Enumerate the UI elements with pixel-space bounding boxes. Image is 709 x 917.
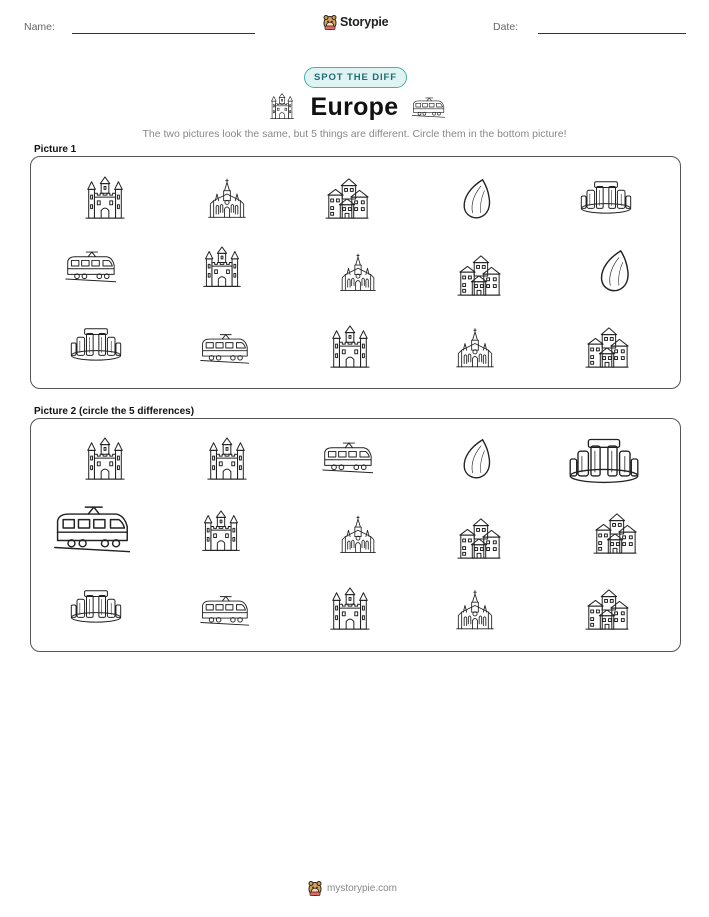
picture-1-label: Picture 1	[34, 144, 77, 155]
tram-icon[interactable]	[199, 331, 249, 365]
brand-logo	[323, 14, 388, 30]
almond-icon[interactable]	[456, 176, 500, 222]
castle-icon[interactable]	[199, 510, 243, 554]
cathedral-icon[interactable]	[339, 250, 377, 296]
cathedral-icon[interactable]	[207, 176, 247, 222]
castle-icon[interactable]	[204, 437, 250, 483]
stonehenge-icon[interactable]	[566, 433, 642, 485]
old-town-houses-icon[interactable]	[456, 516, 502, 562]
castle-icon[interactable]	[327, 587, 373, 633]
cathedral-icon[interactable]	[455, 587, 495, 634]
name-label: Name:	[24, 21, 55, 33]
old-town-houses-icon[interactable]	[592, 511, 638, 557]
stonehenge-icon[interactable]	[578, 177, 634, 215]
tram-icon[interactable]	[199, 593, 249, 627]
brand-name: Storypie	[340, 15, 389, 29]
castle-icon[interactable]	[200, 246, 244, 290]
tram-icon[interactable]	[321, 439, 373, 475]
old-town-houses-icon[interactable]	[584, 587, 630, 633]
old-town-houses-icon[interactable]	[324, 176, 370, 222]
almond-icon[interactable]	[593, 248, 639, 294]
almond-icon[interactable]	[456, 436, 500, 482]
castle-icon[interactable]	[327, 325, 373, 371]
cathedral-icon[interactable]	[455, 325, 495, 372]
tram-icon	[411, 96, 445, 118]
instructions: The two pictures look the same, but 5 things are different. Circle them in the bottom picture!	[142, 128, 567, 140]
stonehenge-icon[interactable]	[69, 324, 123, 362]
footer	[308, 880, 397, 896]
spot-the-diff-badge: SPOT THE DIFF	[304, 67, 407, 88]
date-label: Date:	[493, 21, 519, 33]
page-title: Europe	[310, 93, 399, 121]
cathedral-icon[interactable]	[339, 512, 377, 558]
tram-icon[interactable]	[64, 248, 116, 284]
name-field-line[interactable]	[72, 33, 255, 34]
tram-icon[interactable]	[52, 502, 130, 554]
storypie-mascot-icon	[323, 14, 337, 30]
old-town-houses-icon[interactable]	[456, 253, 502, 299]
castle-icon	[268, 93, 296, 121]
stonehenge-icon[interactable]	[69, 586, 123, 624]
castle-icon[interactable]	[82, 437, 128, 483]
picture-2-label: Picture 2 (circle the 5 differences)	[34, 406, 195, 417]
storypie-mascot-icon	[308, 880, 322, 896]
date-field-line[interactable]	[538, 33, 686, 34]
footer-site-link[interactable]: mystorypie.com	[327, 882, 398, 894]
castle-icon[interactable]	[82, 176, 128, 222]
old-town-houses-icon[interactable]	[584, 325, 630, 371]
